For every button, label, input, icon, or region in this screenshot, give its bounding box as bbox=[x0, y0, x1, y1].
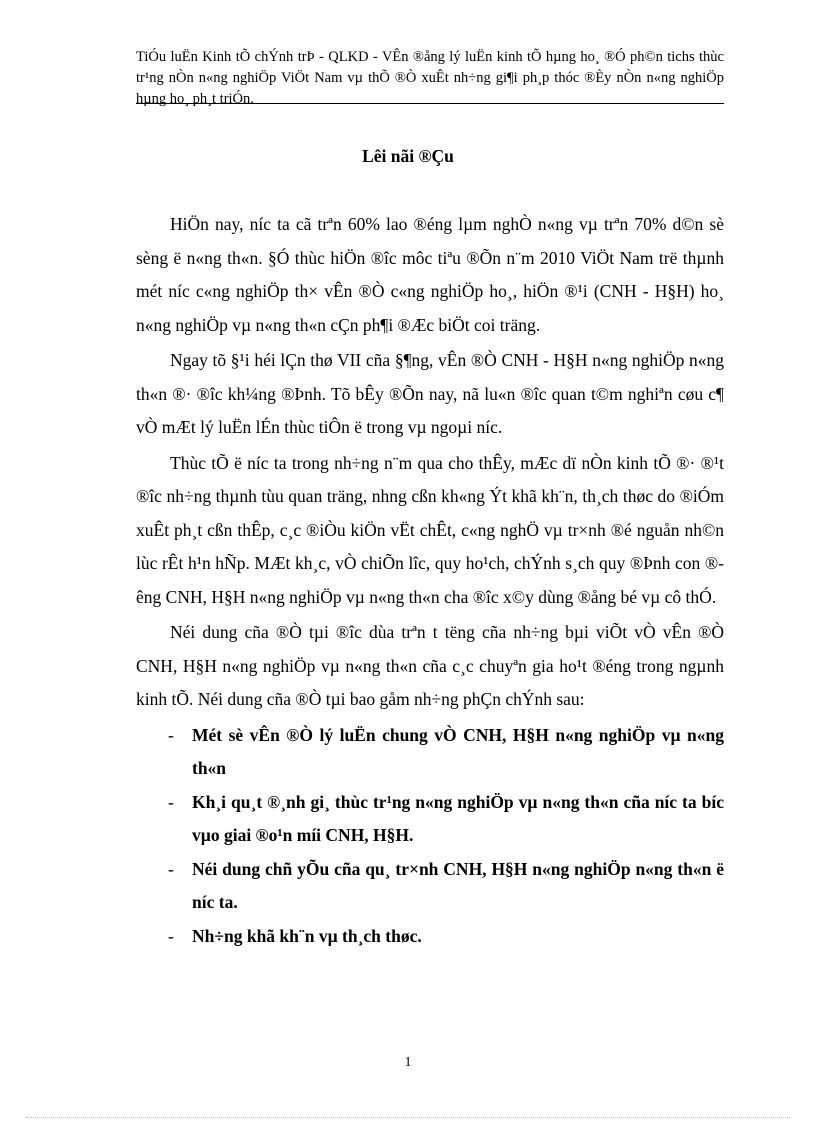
page-number: 1 bbox=[404, 1055, 412, 1070]
list-dash: - bbox=[168, 791, 174, 812]
paragraph: Néi dung cña ®Ò tµi ®îc dùa trªn t tëng cña nh÷ng bµi viÕt vÒ vÊn ®Ò CNH, H§H n«ng nghiÖp vµ n«ng th«n cña c¸c chuyªn gia ho¹t ®éng trong ngµnh kinh tÕ. Néi dung cña ®Ò tµi bao gåm nh÷ng phÇn chÝnh sau: bbox=[136, 622, 724, 709]
body-content bbox=[136, 208, 724, 953]
list-dash: - bbox=[168, 724, 174, 745]
list-item bbox=[136, 786, 724, 853]
list-dash: - bbox=[168, 925, 174, 946]
paragraph: Ngay tõ §¹i héi lÇn thø VII cña §¶ng, vÊn ®Ò CNH - H§H n«ng nghiÖp n«ng th«n ®· ®îc kh¼ng ®Þnh. Tõ bÊy ®Õn nay, nã lu«n ®îc quan t©m nghiªn cøu c¶ vÒ mÆt lý luËn lÉn thùc tiÔn ë trong vµ ngoµi níc. bbox=[136, 350, 724, 437]
list-item-text: Kh¸i qu¸t ®¸nh gi¸ thùc tr¹ng n«ng nghiÖp vµ n«ng th«n cña níc ta bíc vµo giai ®o¹n míi CNH, H§H. bbox=[192, 791, 724, 845]
list-item-text: Néi dung chñ yÕu cña qu¸ tr×nh CNH, H§H n«ng nghiÖp n«ng th«n ë níc ta. bbox=[192, 858, 724, 912]
header-divider bbox=[136, 103, 724, 104]
list-item-text: Nh÷ng khã kh¨n vµ th¸ch thøc. bbox=[192, 925, 422, 946]
list-item bbox=[136, 920, 724, 954]
paragraph: HiÖn nay, níc ta cã trªn 60% lao ®éng lµm nghÒ n«ng vµ trªn 70% d©n sè sèng ë n«ng th«n. §Ó thùc hiÖn ®îc môc tiªu ®Õn n¨m 2010 ViÖt Nam trë thµnh mét níc c«ng nghiÖp th× vÊn ®Ò c«ng nghiÖp ho¸, hiÖn ®¹i (CNH - H§H) ho¸ n«ng nghiÖp vµ n«ng th«n cÇn ph¶i ®Æc biÖt coi träng. bbox=[136, 214, 724, 335]
page-title: Lêi nãi ®Çu bbox=[362, 146, 454, 166]
page-bottom-edge bbox=[26, 1117, 790, 1118]
list-item bbox=[136, 853, 724, 920]
list-item bbox=[136, 719, 724, 786]
list-dash: - bbox=[168, 858, 174, 879]
paragraph: Thùc tÕ ë níc ta trong nh÷ng n¨m qua cho thÊy, mÆc dï nÒn kinh tÕ ®· ®¹t ®îc nh÷ng thµnh tùu quan träng, nhng cßn kh«ng Ýt khã kh¨n, th¸ch thøc do ®iÓm xuÊt ph¸t cßn thÊp, c¸c ®iÒu kiÖn vËt chÊt, c«ng nghÖ vµ tr×nh ®é nguån nh©n lùc rÊt h¹n hÑp. MÆt kh¸c, vÒ chiÕn lîc, quy ho¹ch, chÝnh s¸ch quy ®Þnh con ®êng CNH, H§H n«ng nghiÖp vµ n«ng th«n cha ®îc x©y dùng ®ång bé vµ cô thÓ. bbox=[136, 452, 724, 607]
list-item-text: Mét sè vÊn ®Ò lý luËn chung vÒ CNH, H§H n«ng nghiÖp vµ n«ng th«n bbox=[192, 724, 724, 778]
contents-list bbox=[136, 719, 724, 954]
running-header: TiÓu luËn Kinh tÕ chÝnh trÞ - QLKD - VÊn ®ång lý luËn kinh tÕ hµng ho¸ ®Ó ph©n tichs thùc tr¹ng nÒn n«ng nghiÖp ViÖt Nam vµ thÕ ®Ò xuÊt nh÷ng gi¶i ph¸p thóc ®Èy nÒn n«ng nghiÖp hµng ho¸ ph¸t triÓn. bbox=[136, 49, 724, 107]
